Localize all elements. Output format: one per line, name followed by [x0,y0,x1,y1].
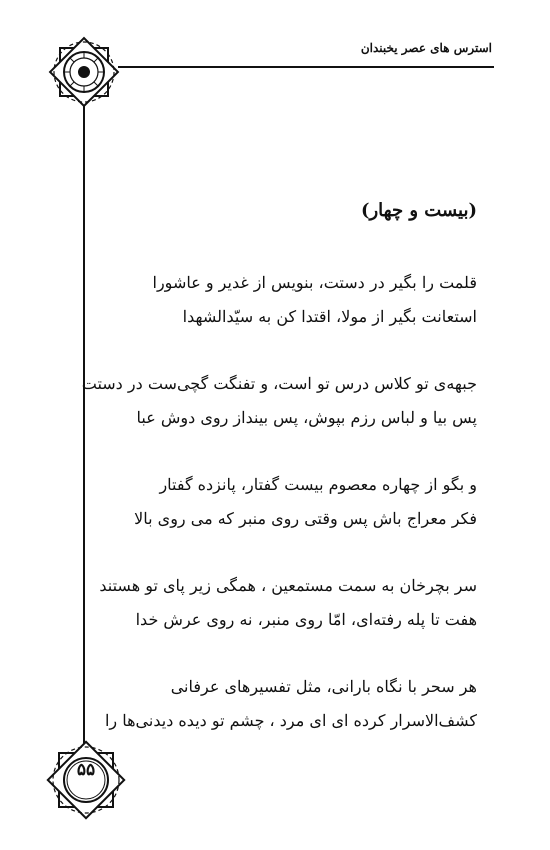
verse-line: جبهه‌ی تو کلاس درس تو است، و تفنگت گچی‌ست در دستت [81,374,477,393]
verse-line: پس بیا و لباس رزم بپوش، پس بینداز روی دوش عبا [136,408,477,427]
stanza [81,367,477,435]
poem-title: (بیست و چهار) [360,200,477,221]
verse-line: کشف‌الاسرار کرده ای ای مرد ، چشم تو دیده دیدنی‌ها را [104,711,477,730]
verse-line: و بگو از چهاره معصوم بیست گفتار، پانزده گفتار [159,475,477,494]
page-number: ۵۵ [76,760,96,780]
running-header-title: استرس های عصر یخبندان [360,41,492,55]
margin-rule [83,100,85,745]
stanza [95,468,477,536]
header-rule [118,66,494,68]
verse-line: سر بچرخان به سمت مستمعین ، همگی زیر پای تو هستند [99,576,477,595]
stanza [95,266,477,334]
verse-line: هفت تا پله رفته‌ای، امّا روی منبر، نه روی عرش خدا [135,610,477,629]
verse-line: قلمت را بگیر در دستت، بنویس از غدیر و عاشورا [152,273,477,292]
top-rosette-ornament-icon [46,34,122,110]
verse-line: فکر معراج باش پس وقتی روی منبر که می روی بالا [134,509,477,528]
verse-line: استعانت بگیر از مولا، اقتدا کن به سیّدالشهدا [182,307,477,326]
stanza [95,670,477,738]
poem [81,196,477,771]
verse-line: هر سحر با نگاه بارانی، مثل تفسیرهای عرفانی [170,677,477,696]
stanza [95,569,477,637]
